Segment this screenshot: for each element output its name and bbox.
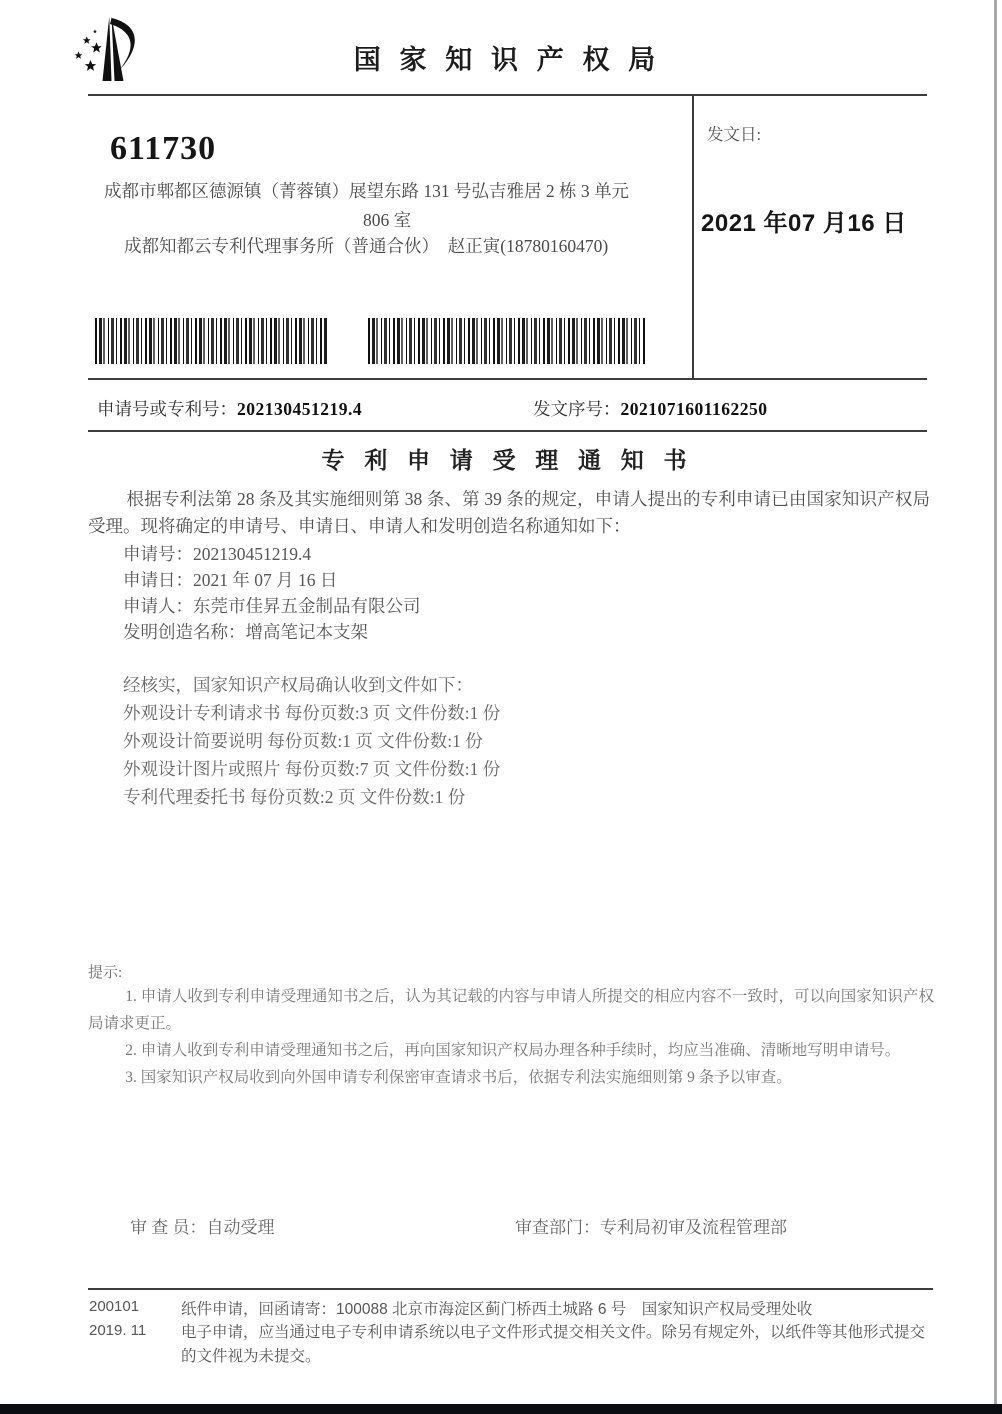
hint-item-1: 1. 申请人收到专利申请受理通知书之后，认为其记载的内容与申请人所提交的相应内容不一致时，可以向国家知识产权局请求更正。: [88, 988, 934, 1032]
received-doc-item: 外观设计图片或照片 每份页数:7 页 文件份数:1 份: [123, 759, 501, 779]
department-label: 审查部门：: [515, 1218, 600, 1237]
serial-number-value: 2021071601162250: [620, 399, 768, 419]
agency-title: 国 家 知 识 产 权 局: [353, 45, 662, 75]
notice-intro-paragraph: 根据专利法第 28 条及其实施细则第 38 条、第 39 条的规定，申请人提出的专利申请已由国家知识产权局受理。现将确定的申请号、申请日、申请人和发明创造名称通知如下：: [88, 489, 930, 536]
form-revision-date: 2019. 11: [89, 1322, 147, 1339]
serial-number-label: 发文序号：: [533, 399, 621, 419]
date-box-border: [692, 94, 694, 380]
barcode-application-number: [95, 318, 328, 364]
footer-paper-filing-line: 纸件申请，回函请寄：100088 北京市海淀区蓟门桥西土城路 6 号 国家知识产权局受理处收: [181, 1301, 813, 1318]
received-intro: 经核实，国家知识产权局确认收到文件如下：: [123, 675, 473, 695]
received-doc-item: 外观设计简要说明 每份页数:1 页 文件份数:1 份: [123, 731, 483, 751]
examiner-row: [130, 1213, 275, 1238]
field-invention-title: 发明创造名称：增高笔记本支架: [123, 622, 368, 642]
field-application-date: 申请日：2021 年 07 月 16 日: [123, 570, 338, 590]
examiner-label: 审 查 员：: [130, 1218, 207, 1237]
mid-rule: [88, 378, 927, 380]
postal-code: 611730: [110, 130, 217, 167]
field-application-number: 申请号：202130451219.4: [123, 544, 312, 564]
application-number-row: [97, 396, 362, 421]
barcode-serial-number: [368, 318, 646, 364]
application-number-value: 202130451219.4: [237, 399, 363, 419]
dispatch-date-value: 2021 年07 月16 日: [701, 210, 907, 237]
examiner-value: 自动受理: [206, 1218, 275, 1237]
hints-label: 提示:: [88, 965, 123, 981]
serial-number-row: [533, 396, 768, 421]
received-doc-item: 外观设计专利请求书 每份页数:3 页 文件份数:1 份: [123, 703, 501, 723]
form-code: 200101: [89, 1298, 140, 1315]
hint-item-3: 3. 国家知识产权局收到向外国申请专利保密审查请求书后，依据专利法实施细则第 9 条予以审查。: [125, 1069, 792, 1086]
dispatch-date-label: 发文日:: [707, 125, 762, 144]
hint-item-2: 2. 申请人收到专利申请受理通知书之后，再向国家知识产权局办理各种手续时，均应当准确、清晰地写明申请号。: [125, 1042, 901, 1059]
recipient-address-line2: 806 室: [362, 210, 412, 230]
notice-title: 专 利 申 请 受 理 通 知 书: [321, 448, 694, 473]
footer-electronic-filing-line: 电子申请，应当通过电子专利申请系统以电子文件形式提交相关文件。除另有规定外，以纸件等其他形式提交的文件视为未提交。: [181, 1324, 926, 1365]
department-row: [515, 1213, 787, 1238]
scan-edge-right: [994, 0, 997, 1414]
field-applicant: 申请人：东莞市佳昇五金制品有限公司: [123, 596, 421, 616]
patent-agent-line: 成都知都云专利代理事务所（普通合伙） 赵正寅(18780160470): [124, 236, 609, 256]
recipient-address-line1: 成都市郫都区德源镇（菁蓉镇）展望东路 131 号弘吉雅居 2 栋 3 单元: [104, 181, 629, 201]
scan-edge-bottom: [0, 1404, 1002, 1414]
application-number-label: 申请号或专利号：: [97, 399, 237, 419]
hints-list: [88, 983, 934, 1091]
received-documents-block: [123, 671, 500, 811]
footer-rule: [88, 1288, 933, 1290]
received-doc-item: 专利代理委托书 每份页数:2 页 文件份数:1 份: [123, 787, 466, 807]
reference-rule: [88, 430, 927, 432]
header-rule: [88, 94, 927, 96]
department-value: 专利局初审及流程管理部: [600, 1218, 787, 1237]
application-field-list: [123, 541, 421, 645]
